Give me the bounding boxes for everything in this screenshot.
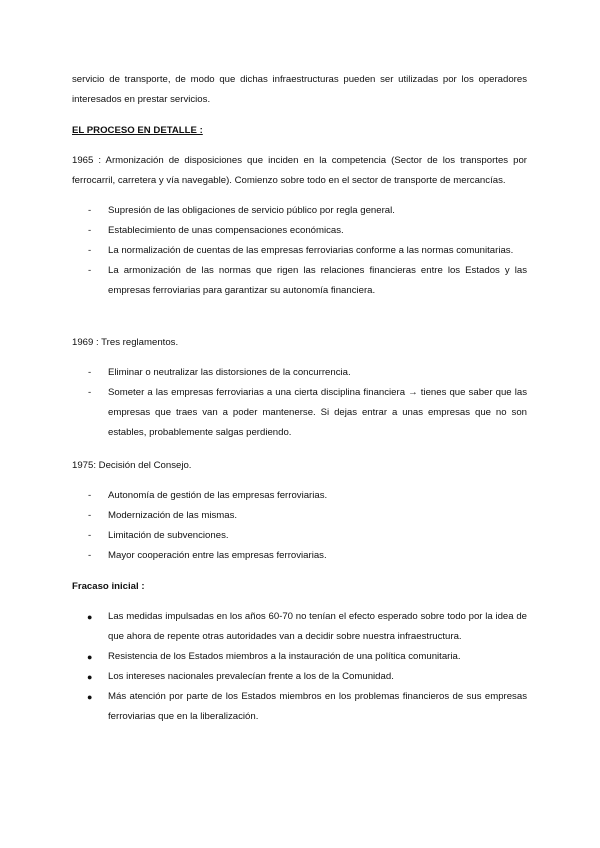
list-item: ● Resistencia de los Estados miembros a la instauración de una política comunitaria.: [108, 647, 527, 667]
list-item: - Limitación de subvenciones.: [108, 526, 527, 546]
list-1975: [88, 486, 527, 566]
list-item: - Someter a las empresas ferroviarias a una cierta disciplina financiera → tienes que saber que las empresas que traes van a poder mantenerse. Si dejas entrar a unas empresas que no son estables, probablemente salgas perdiendo.: [108, 383, 527, 443]
dash-marker: -: [88, 205, 92, 216]
paragraph-1969: 1969 : Tres reglamentos.: [72, 337, 179, 348]
list-item: - Mayor cooperación entre las empresas ferroviarias.: [108, 546, 527, 566]
list-item: - Eliminar o neutralizar las distorsiones de la concurrencia.: [108, 363, 527, 383]
dash-marker: -: [88, 367, 92, 378]
list-item: - La normalización de cuentas de las empresas ferroviarias conforme a las normas comunitarias.: [108, 241, 527, 261]
list-item: ● Los intereses nacionales prevalecían frente a los de la Comunidad.: [108, 667, 527, 687]
list-item: - Supresión de las obligaciones de servicio público por regla general.: [108, 201, 527, 221]
list-item: ● Las medidas impulsadas en los años 60-70 no tenían el efecto esperado sobre todo por la idea de que ahora de repente otras autoridades van a decidir sobre nuestra infraestructura.: [108, 607, 527, 647]
dash-marker: -: [88, 225, 92, 236]
dash-marker: -: [88, 550, 92, 561]
list-1965: [88, 201, 527, 301]
dash-marker: -: [88, 387, 92, 398]
dash-marker: -: [88, 530, 92, 541]
dash-marker: -: [88, 490, 92, 501]
list-item: - La armonización de las normas que rigen las relaciones financieras entre los Estados y las empresas ferroviarias para garantizar su autonomía financiera.: [108, 261, 527, 301]
paragraph-1965: 1965 : Armonización de disposiciones que inciden en la competencia (Sector de los transportes por ferrocarril, carretera y vía navegable). Comienzo sobre todo en el sector de transporte de mercancías.: [72, 155, 527, 186]
bullet-marker: ●: [87, 672, 93, 682]
bullet-marker: ●: [87, 652, 93, 662]
bullet-marker: ●: [87, 612, 93, 622]
intro-paragraph: servicio de transporte, de modo que dichas infraestructuras pueden ser utilizadas por los operadores interesados en prestar servicios.: [72, 74, 527, 105]
section-heading: EL PROCESO EN DETALLE :: [72, 125, 203, 136]
list-1969: [88, 363, 527, 443]
fracaso-heading: Fracaso inicial :: [72, 581, 145, 592]
dash-marker: -: [88, 245, 92, 256]
dash-marker: -: [88, 265, 92, 276]
bullet-marker: ●: [87, 692, 93, 702]
list-item: - Autonomía de gestión de las empresas ferroviarias.: [108, 486, 527, 506]
dash-marker: -: [88, 510, 92, 521]
list-item: ● Más atención por parte de los Estados miembros en los problemas financieros de sus empresas ferroviarias que en la liberalización.: [108, 687, 527, 727]
list-fracaso: [87, 607, 527, 727]
list-item: - Establecimiento de unas compensaciones económicas.: [108, 221, 527, 241]
list-item: - Modernización de las mismas.: [108, 506, 527, 526]
paragraph-1975: 1975: Decisión del Consejo.: [72, 460, 192, 471]
